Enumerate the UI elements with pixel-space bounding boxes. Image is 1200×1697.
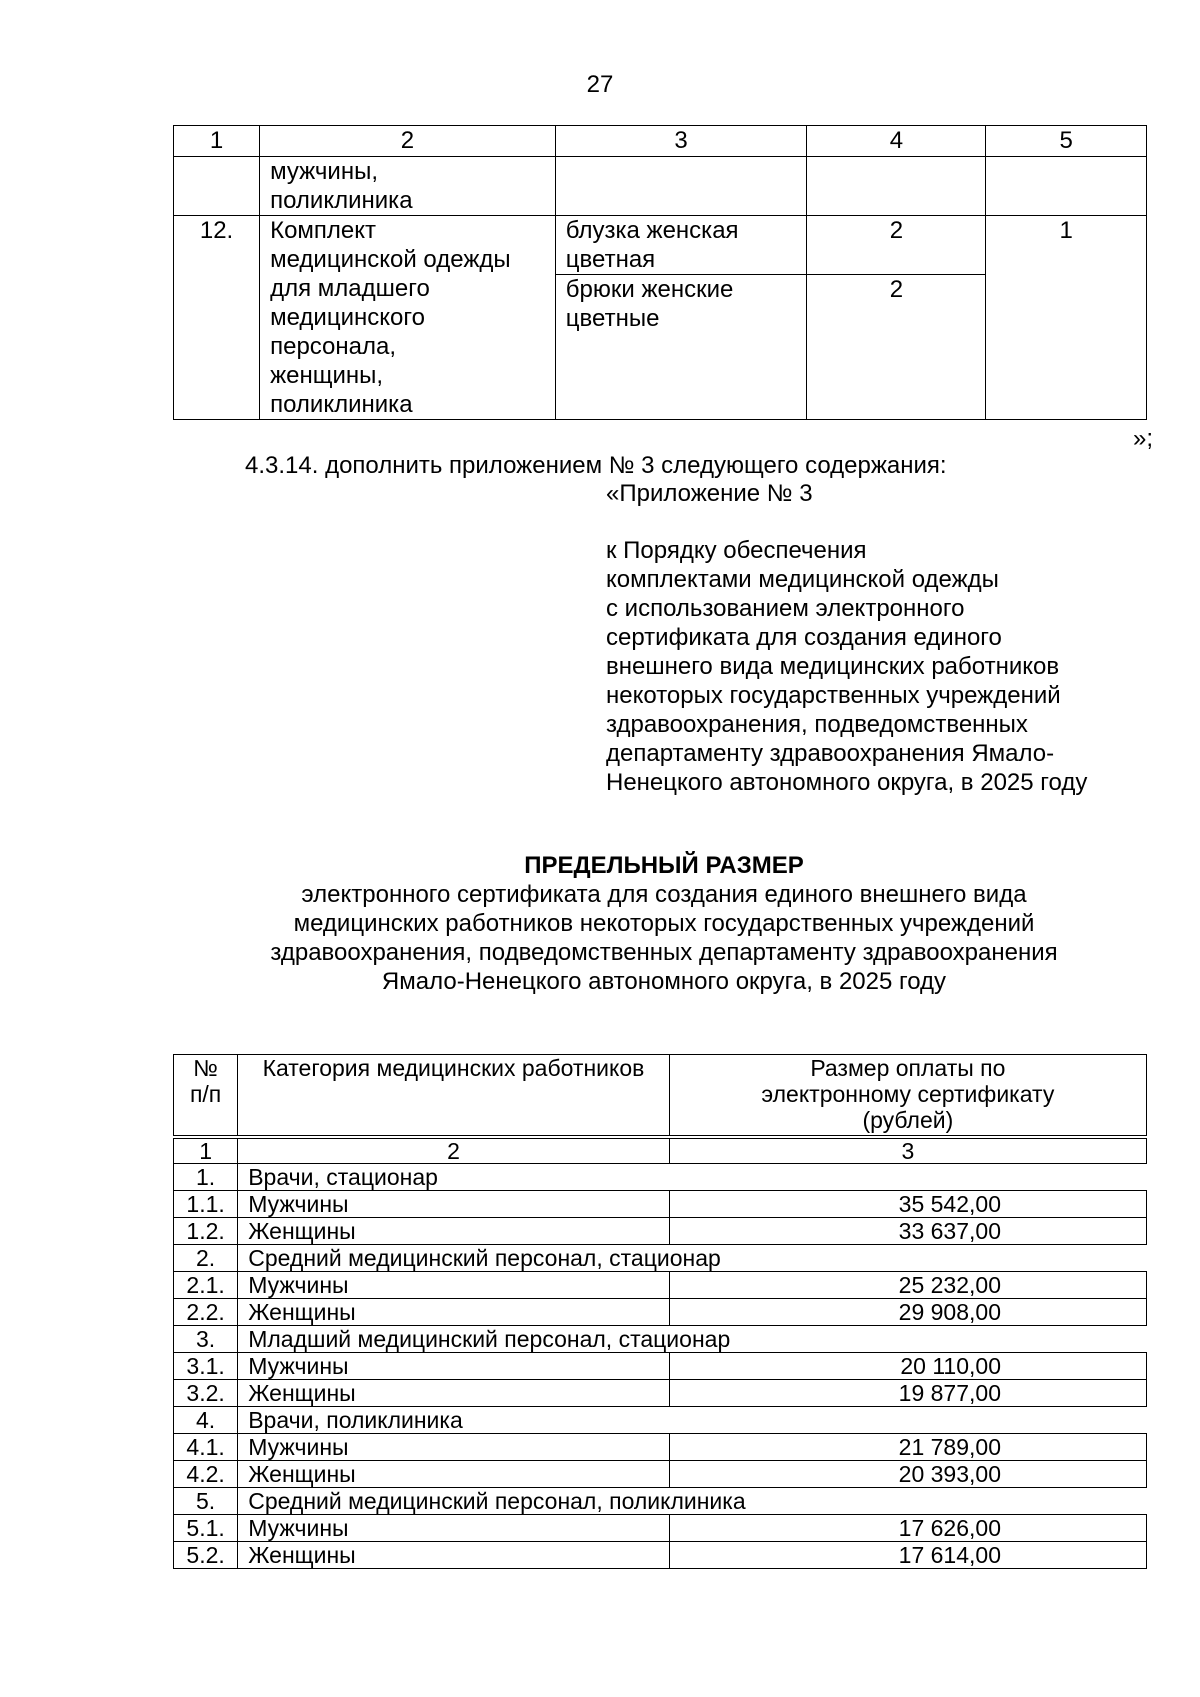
column-numbers-row bbox=[174, 1137, 1147, 1164]
amount-value: 33 637,00 bbox=[669, 1218, 1146, 1245]
amount-value: 29 908,00 bbox=[669, 1299, 1146, 1326]
row-number: 5.2. bbox=[174, 1542, 238, 1569]
row-number: 2.2. bbox=[174, 1299, 238, 1326]
group-label: Средний медицинский персонал, стационар bbox=[238, 1245, 1147, 1272]
row-number: 4.2. bbox=[174, 1461, 238, 1488]
continuation-name: мужчины, поликлиника bbox=[260, 157, 556, 216]
header-category: Категория медицинских работников bbox=[238, 1055, 670, 1138]
amount-value: 17 614,00 bbox=[669, 1542, 1146, 1569]
amount-value: 19 877,00 bbox=[669, 1380, 1146, 1407]
column-number-3: 3 bbox=[555, 126, 807, 157]
amount-value: 20 393,00 bbox=[669, 1461, 1146, 1488]
column-number-5: 5 bbox=[986, 126, 1147, 157]
set-count: 1 bbox=[986, 216, 1147, 420]
paragraph-4-3-14: 4.3.14. дополнить приложением № 3 следующего содержания: bbox=[245, 452, 947, 479]
table-header-row bbox=[174, 126, 1147, 157]
table-header-row bbox=[174, 1055, 1147, 1138]
table-row bbox=[174, 1272, 1147, 1299]
closing-quote: »; bbox=[1133, 425, 1154, 452]
category-label: Женщины bbox=[238, 1380, 670, 1407]
table-group-row bbox=[174, 1488, 1147, 1515]
row-number: 2. bbox=[174, 1245, 238, 1272]
header-number: № п/п bbox=[174, 1055, 238, 1138]
row-number: 4. bbox=[174, 1407, 238, 1434]
price-rows bbox=[174, 1164, 1147, 1569]
column-number-1: 1 bbox=[174, 1137, 238, 1164]
row-number: 5. bbox=[174, 1488, 238, 1515]
table-row bbox=[174, 1461, 1147, 1488]
table-row bbox=[174, 1515, 1147, 1542]
item-name: брюки женские цветные bbox=[555, 275, 807, 420]
page-number: 27 bbox=[586, 71, 614, 98]
table-group-row bbox=[174, 1245, 1147, 1272]
table-row bbox=[174, 1434, 1147, 1461]
category-label: Женщины bbox=[238, 1542, 670, 1569]
row-number: 3.2. bbox=[174, 1380, 238, 1407]
category-label: Мужчины bbox=[238, 1191, 670, 1218]
table-group-row bbox=[174, 1407, 1147, 1434]
table-row bbox=[174, 1542, 1147, 1569]
group-label: Средний медицинский персонал, поликлиника bbox=[238, 1488, 1147, 1515]
category-label: Мужчины bbox=[238, 1353, 670, 1380]
table-row-continuation bbox=[174, 157, 1147, 216]
category-label: Мужчины bbox=[238, 1434, 670, 1461]
column-number-1: 1 bbox=[174, 126, 260, 157]
amount-value: 17 626,00 bbox=[669, 1515, 1146, 1542]
row-number: 5.1. bbox=[174, 1515, 238, 1542]
group-label: Младший медицинский персонал, стационар bbox=[238, 1326, 1147, 1353]
item-quantity: 2 bbox=[807, 216, 986, 275]
row-number: 1. bbox=[174, 1164, 238, 1191]
row-number: 12. bbox=[174, 216, 260, 420]
certificate-amount-table bbox=[173, 1054, 1147, 1569]
category-label: Женщины bbox=[238, 1461, 670, 1488]
amount-value: 21 789,00 bbox=[669, 1434, 1146, 1461]
category-label: Женщины bbox=[238, 1218, 670, 1245]
header-amount: Размер оплаты по электронному сертификату (рублей) bbox=[669, 1055, 1146, 1138]
category-label: Мужчины bbox=[238, 1272, 670, 1299]
row-number: 1.2. bbox=[174, 1218, 238, 1245]
category-label: Женщины bbox=[238, 1299, 670, 1326]
table-row bbox=[174, 1299, 1147, 1326]
appendix-title: «Приложение № 3 bbox=[606, 480, 813, 507]
group-label: Врачи, поликлиника bbox=[238, 1407, 1147, 1434]
amount-value: 25 232,00 bbox=[669, 1272, 1146, 1299]
group-label: Врачи, стационар bbox=[238, 1164, 1147, 1191]
set-name: Комплект медицинской одежды для младшего медицинского персонала, женщины, поликлиника bbox=[260, 216, 556, 420]
table-group-row bbox=[174, 1164, 1147, 1191]
column-number-3: 3 bbox=[669, 1137, 1146, 1164]
row-number: 3.1. bbox=[174, 1353, 238, 1380]
clothing-set-table bbox=[173, 125, 1147, 420]
amount-value: 35 542,00 bbox=[669, 1191, 1146, 1218]
document-title: ПРЕДЕЛЬНЫЙ РАЗМЕР bbox=[524, 852, 804, 879]
item-quantity: 2 bbox=[807, 275, 986, 420]
item-name: блузка женская цветная bbox=[555, 216, 807, 275]
table-row bbox=[174, 1380, 1147, 1407]
table-group-row bbox=[174, 1326, 1147, 1353]
amount-value: 20 110,00 bbox=[669, 1353, 1146, 1380]
row-number: 3. bbox=[174, 1326, 238, 1353]
column-number-4: 4 bbox=[807, 126, 986, 157]
table-row bbox=[174, 1353, 1147, 1380]
document-subtitle: электронного сертификата для создания единого внешнего вида медицинских работников некоторых государственных учреждений здравоохранения, подведомственных департаменту здравоохранения Ямало-Ненецкого автономного округа, в 2025 году bbox=[270, 881, 1058, 995]
column-number-2: 2 bbox=[238, 1137, 670, 1164]
row-number: 4.1. bbox=[174, 1434, 238, 1461]
appendix-description: к Порядку обеспечения комплектами медицинской одежды с использованием электронного сертификата для создания единого внешнего вида медицинских работников некоторых государственных учреждений здравоохранения, подведомственных департаменту здравоохранения Ямало- Ненецкого автономного округа, в 2025 году bbox=[606, 537, 1088, 796]
table-row bbox=[174, 1218, 1147, 1245]
table-row-12 bbox=[174, 216, 1147, 275]
table-row bbox=[174, 1191, 1147, 1218]
column-number-2: 2 bbox=[260, 126, 556, 157]
row-number: 1.1. bbox=[174, 1191, 238, 1218]
category-label: Мужчины bbox=[238, 1515, 670, 1542]
row-number: 2.1. bbox=[174, 1272, 238, 1299]
